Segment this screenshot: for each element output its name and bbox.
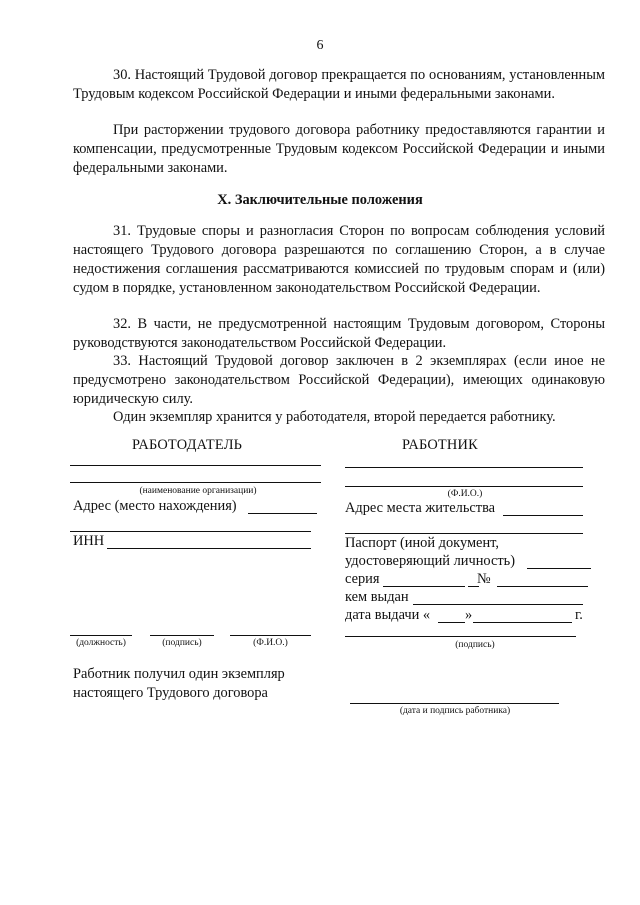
employer-signature-line [150,635,214,636]
employee-address-line [503,515,583,516]
employer-address-label: Адрес (место нахождения) [73,498,237,514]
employee-issue-day-line [438,622,465,623]
receipt-line-1: Работник получил один экземпляр [73,666,285,682]
employee-signature-caption: (подпись) [455,640,495,650]
employer-org-line-2 [70,482,321,483]
employee-passport-label-2: удостоверяющий личность) [345,553,515,569]
section-title: X. Заключительные положения [217,192,423,208]
receipt-line-2: настоящего Трудового договора [73,685,268,701]
employer-name-caption: (Ф.И.О.) [253,638,288,648]
employee-year-suffix: г. [575,607,583,623]
employee-issued-by-label: кем выдан [345,589,409,605]
employee-issue-month-line [473,622,572,623]
receipt-signature-line [350,703,559,704]
clause-copies: Один экземпляр хранится у работодателя, второй передается работнику. [113,409,556,425]
employer-title: РАБОТОДАТЕЛЬ [132,437,243,453]
employee-title: РАБОТНИК [402,437,478,453]
employee-fio-line-2 [345,486,583,487]
receipt-caption: (дата и подпись работника) [399,706,511,716]
employee-address-label: Адрес места жительства [345,500,496,516]
clause-33: 33. Настоящий Трудовой договор заключен в 2 экземплярах (если иное не предусмотрено законодательством Российской Федерации), имеющих одинаковую юридическую силу. [73,353,605,407]
employer-name-line [230,635,311,636]
employee-number-line-pre [468,586,479,587]
employer-inn-line [107,548,311,549]
employee-number-label: № [477,571,491,587]
employee-passport-label-1: Паспорт (иной документ, [345,535,499,551]
employee-number-line [497,586,588,587]
employee-issue-date-label: дата выдачи « [345,607,431,623]
employer-signature-caption: (подпись) [162,638,202,648]
employee-issued-by-line [413,604,583,605]
employee-signature-line [345,636,576,637]
employer-address-line-2 [70,531,311,532]
employer-position-line [70,635,132,636]
page-number: 6 [316,38,324,53]
clause-30: 30. Настоящий Трудовой договор прекращается по основаниям, установленным Трудовым кодексом Российской Федерации и иными федеральными законами. [73,67,605,102]
employer-inn-label: ИНН [73,533,105,549]
employee-series-label: серия [345,571,380,587]
clause-guarantees: При расторжении трудового договора работнику предоставляются гарантии и компенсации, предусмотренные Трудовым кодексом Российской Федерации и иными федеральными законами. [73,122,605,176]
employer-org-line-1 [70,465,321,466]
employee-fio-line-1 [345,467,583,468]
employer-position-caption: (должность) [76,638,126,648]
clause-32: 32. В части, не предусмотренной настоящим Трудовым договором, Стороны руководствуются законодательством Российской Федерации. [73,316,605,351]
employee-address-line-2 [345,533,583,534]
employee-fio-caption: (Ф.И.О.) [447,489,483,499]
employer-org-caption: (наименование организации) [139,486,257,496]
employee-series-line [383,586,465,587]
employee-passport-line [527,568,591,569]
employer-address-line [248,513,317,514]
clause-31: 31. Трудовые споры и разногласия Сторон по вопросам соблюдения условий настоящего Трудового договора разрешаются по соглашению Сторон, а в случае недостижения соглашения рассматриваются комиссией по трудовым спорам и (или) судом в порядке, установленном законодательством Российской Федерации. [73,223,605,296]
employee-issue-date-mid: » [465,607,473,623]
